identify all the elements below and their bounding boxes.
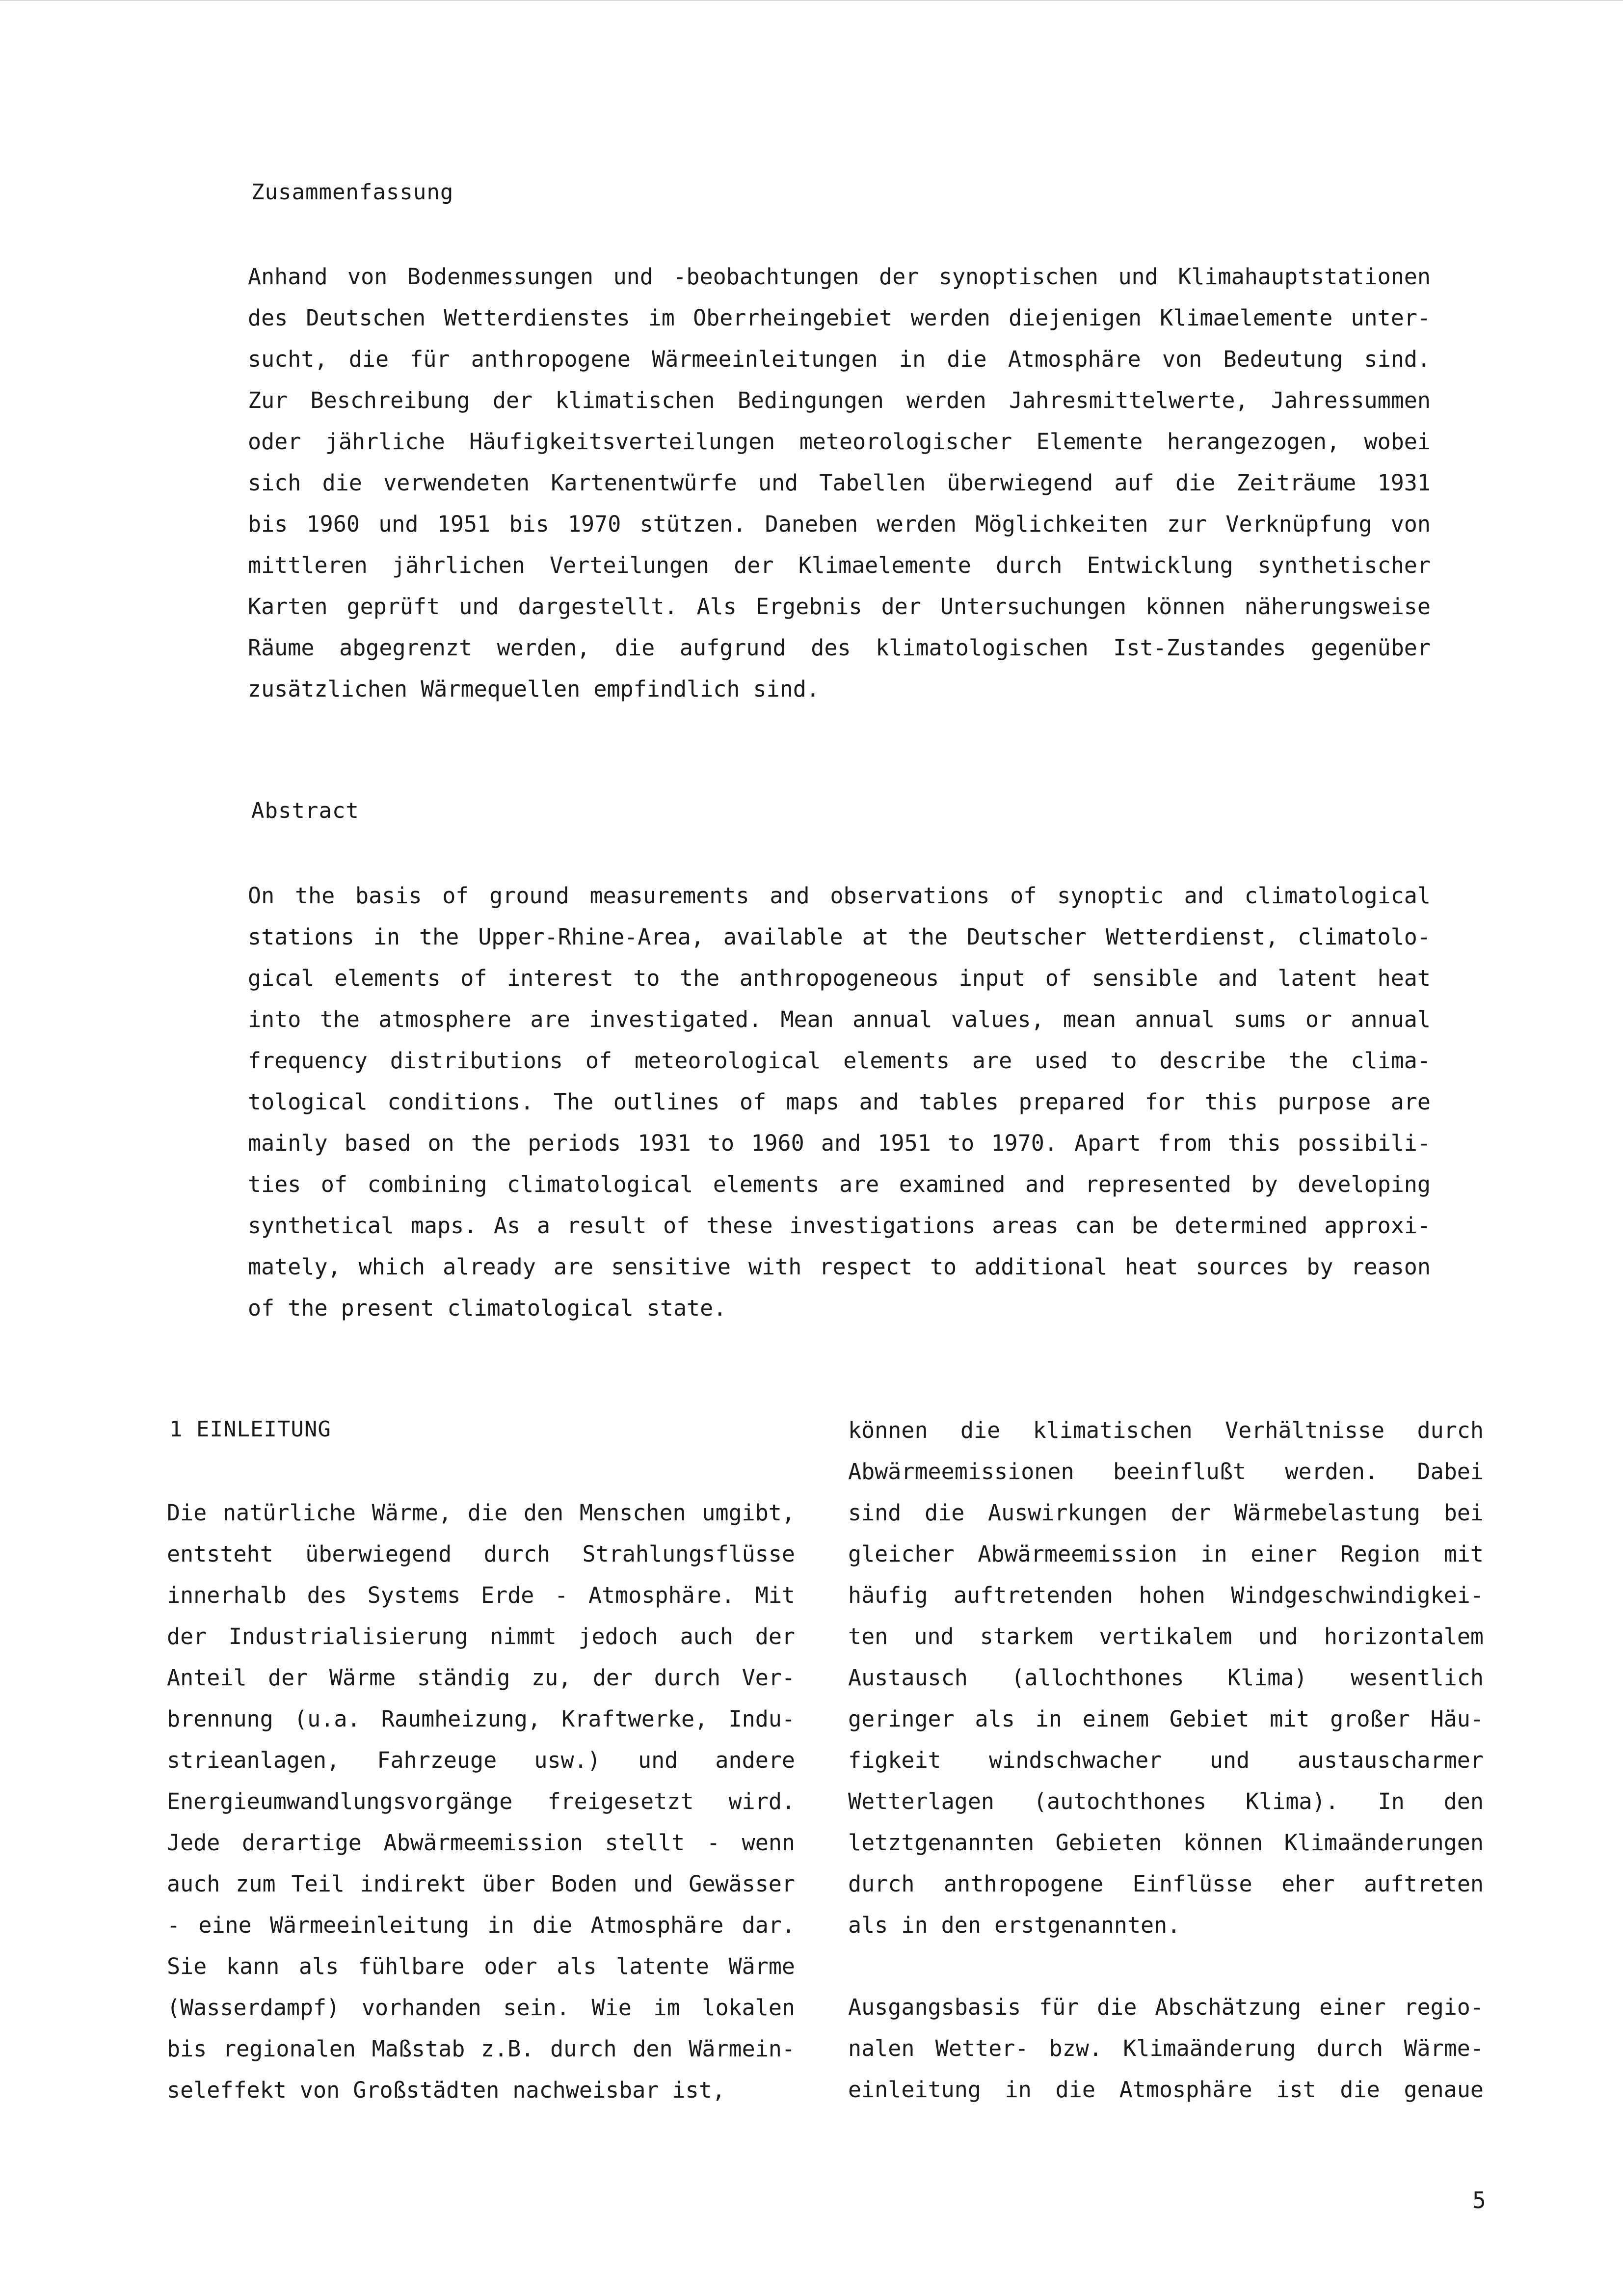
text-line: nalen Wetter- bzw. Klimaänderung durch Wärme- [848,2035,1484,2061]
einleitung-column-1 [167,1492,795,2111]
text-line: - eine Wärmeeinleitung in die Atmosphäre dar. [167,1912,795,1938]
text-line: ties of combining climatological elements are examined and represented by developing [248,1171,1431,1197]
text-line: ten und starkem vertikalem und horizontalem [848,1623,1484,1649]
text-line: into the atmosphere are investigated. Mean annual values, mean annual sums or annual [248,1006,1431,1032]
abstract-heading: Abstract [251,798,359,823]
text-line: des Deutschen Wetterdienstes im Oberrheingebiet werden diejenigen Klimaelemente unter- [248,305,1431,331]
text-line: sucht, die für anthropogene Wärmeeinleitungen in die Atmosphäre von Bedeutung sind. [248,346,1431,372]
text-line: Anteil der Wärme ständig zu, der durch Ver- [167,1665,795,1691]
text-line: brennung (u.a. Raumheizung, Kraftwerke, Indu- [167,1706,795,1732]
text-line: Räume abgegrenzt werden, die aufgrund des klimatologischen Ist-Zustandes gegenüber [248,635,1431,661]
text-line: häufig auftretenden hohen Windgeschwindigkei- [848,1582,1484,1608]
einleitung-column-2-paragraph-1 [848,1410,1484,1946]
text-line: frequency distributions of meteorological elements are used to describe the clima- [248,1048,1431,1074]
text-line: der Industrialisierung nimmt jedoch auch der [167,1623,795,1649]
text-line: Zur Beschreibung der klimatischen Bedingungen werden Jahresmittelwerte, Jahressummen [248,387,1431,413]
text-line: einleitung in die Atmosphäre ist die genaue [848,2077,1484,2103]
text-line: bis 1960 und 1951 bis 1970 stützen. Daneben werden Möglichkeiten zur Verknüpfung von [248,511,1431,537]
text-line: of the present climatological state. [248,1295,727,1321]
text-line: bis regionalen Maßstab z.B. durch den Wärmein- [167,2036,795,2062]
text-line: mittleren jährlichen Verteilungen der Klimaelemente durch Entwicklung synthetischer [248,552,1431,578]
text-line: oder jährliche Häufigkeitsverteilungen meteorologischer Elemente herangezogen, wobei [248,429,1431,455]
text-line: (Wasserdampf) vorhanden sein. Wie im lokalen [167,1995,795,2021]
zusammenfassung-heading: Zusammenfassung [251,180,454,205]
text-line: strieanlagen, Fahrzeuge usw.) und andere [167,1747,795,1773]
scan-edge [0,0,1623,1]
text-line: Karten geprüft und dargestellt. Als Ergebnis der Untersuchungen können näherungsweise [248,594,1431,620]
text-line: seleffekt von Großstädten nachweisbar ist, [167,2077,725,2103]
text-line: Austausch (allochthones Klima) wesentlich [848,1665,1484,1691]
text-line: letztgenannten Gebieten können Klimaänderungen [848,1830,1484,1856]
text-line: durch anthropogene Einflüsse eher auftreten [848,1871,1484,1897]
einleitung-heading: 1 EINLEITUNG [169,1417,331,1442]
text-line: Die natürliche Wärme, die den Menschen umgibt, [167,1500,795,1526]
abstract-body [248,875,1431,1329]
text-line: sich die verwendeten Kartenentwürfe und Tabellen überwiegend auf die Zeiträume 1931 [248,470,1431,496]
text-line: innerhalb des Systems Erde - Atmosphäre. Mit [167,1582,795,1608]
text-line: Anhand von Bodenmessungen und -beobachtungen der synoptischen und Klimahauptstationen [248,264,1431,290]
text-line: Ausgangsbasis für die Abschätzung einer regio- [848,1994,1484,2020]
text-line: zusätzlichen Wärmequellen empfindlich sind. [248,676,820,702]
text-line: können die klimatischen Verhältnisse durch [848,1417,1484,1443]
text-line: stations in the Upper-Rhine-Area, available at the Deutscher Wetterdienst, climatolo- [248,924,1431,950]
zusammenfassung-body [248,256,1431,710]
text-line: Energieumwandlungsvorgänge freigesetzt wird. [167,1788,795,1814]
text-line: Abwärmeemissionen beeinflußt werden. Dabei [848,1459,1484,1485]
einleitung-column-2-paragraph-2 [848,1987,1484,2110]
text-line: gical elements of interest to the anthropogeneous input of sensible and latent heat [248,965,1431,991]
text-line: Sie kann als fühlbare oder als latente Wärme [167,1953,795,1979]
text-line: mainly based on the periods 1931 to 1960 and 1951 to 1970. Apart from this possibili- [248,1130,1431,1156]
text-line: als in den erstgenannten. [848,1912,1181,1938]
text-line: synthetical maps. As a result of these investigations areas can be determined approxi- [248,1213,1431,1239]
text-line: entsteht überwiegend durch Strahlungsflüsse [167,1541,795,1567]
text-line: geringer als in einem Gebiet mit großer Häu- [848,1706,1484,1732]
text-line: figkeit windschwacher und austauscharmer [848,1747,1484,1773]
text-line: tological conditions. The outlines of maps and tables prepared for this purpose are [248,1089,1431,1115]
page-number: 5 [1472,2187,1486,2214]
text-line: Jede derartige Abwärmeemission stellt - wenn [167,1830,795,1856]
text-line: On the basis of ground measurements and observations of synoptic and climatological [248,883,1431,909]
text-line: Wetterlagen (autochthones Klima). In den [848,1788,1484,1814]
text-line: sind die Auswirkungen der Wärmebelastung bei [848,1500,1484,1526]
text-line: gleicher Abwärmeemission in einer Region mit [848,1541,1484,1567]
text-line: auch zum Teil indirekt über Boden und Gewässer [167,1871,795,1897]
text-line: mately, which already are sensitive with respect to additional heat sources by reason [248,1254,1431,1280]
